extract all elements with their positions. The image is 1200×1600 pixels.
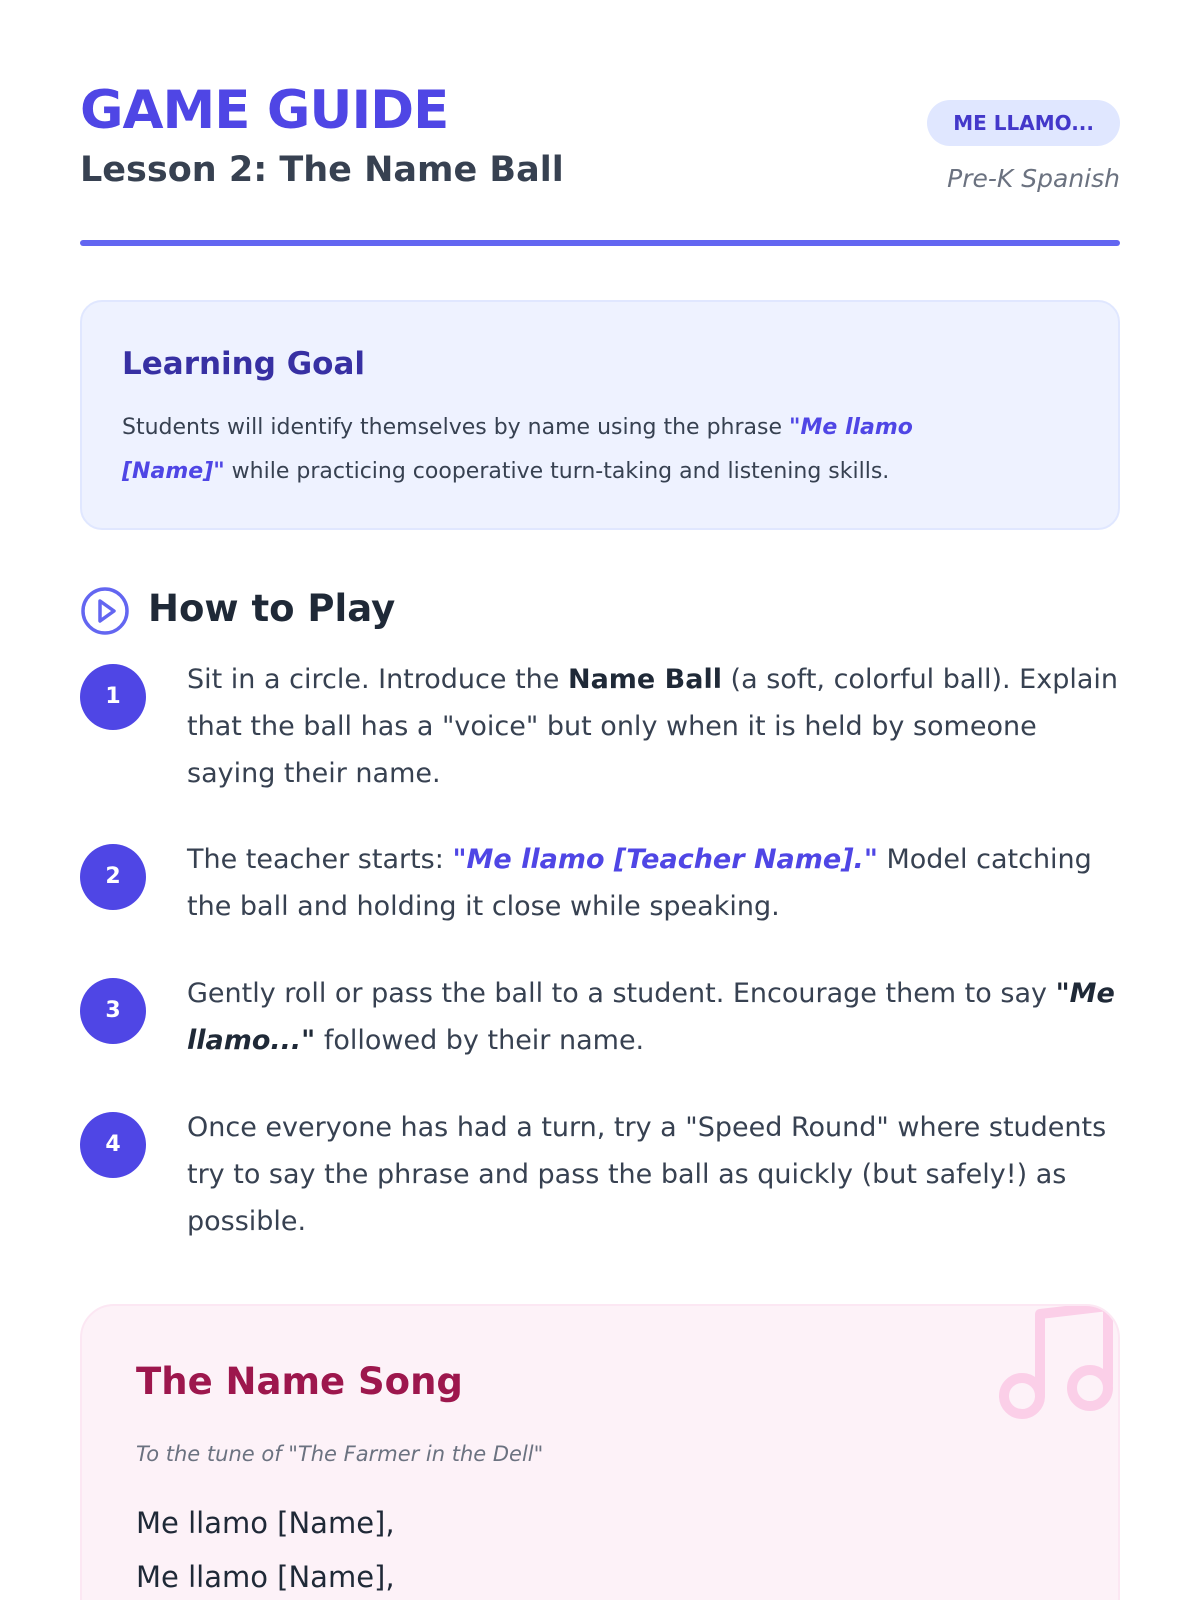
- goal-text-end: while practicing cooperative turn-taking and listening skills.: [224, 459, 890, 484]
- grade-label: Pre-K Spanish: [947, 164, 1120, 193]
- phrase-badge: ME LLAMO...: [927, 100, 1120, 146]
- page-header: [80, 78, 1120, 248]
- page-title: GAME GUIDE: [80, 80, 449, 141]
- how-to-play-title: How to Play: [148, 587, 396, 630]
- step-text-start: Sit in a circle. Introduce the: [187, 664, 568, 695]
- learning-goal-title: Learning Goal: [122, 346, 366, 382]
- play-circle-icon: [80, 586, 130, 636]
- step-text-end: (a soft, colorful ball). Explain that the ball has a "voice" but only when it is held by someone saying their name.: [187, 664, 1118, 789]
- step-text: [187, 970, 1127, 1064]
- step-number: 2: [80, 844, 146, 910]
- learning-goal-text: [122, 406, 982, 494]
- step-text: [187, 836, 1127, 930]
- song-line: Me llamo [Name],: [136, 1560, 395, 1594]
- learning-goal-box: [80, 300, 1120, 530]
- song-line: Me llamo [Name],: [136, 1506, 395, 1540]
- step-text-start: Gently roll or pass the ball to a student. Encourage them to say: [187, 978, 1056, 1009]
- name-song-box: [80, 1304, 1120, 1600]
- step-text-end: followed by their name.: [315, 1025, 645, 1056]
- step-text: [187, 656, 1127, 797]
- step-number: 1: [80, 664, 146, 730]
- music-note-icon: [982, 1304, 1120, 1430]
- step-phrase: "Me llamo...": [187, 978, 1115, 1056]
- step-phrase: "Me llamo [Teacher Name].": [452, 844, 878, 875]
- step-bold-term: Name Ball: [567, 664, 722, 695]
- song-tune-note: To the tune of "The Farmer in the Dell": [136, 1442, 544, 1466]
- step-text: Once everyone has had a turn, try a "Speed Round" where students try to say the phrase and pass the ball as quickly (but safely!) as possible.: [187, 1112, 1107, 1237]
- how-to-play-heading: [80, 583, 680, 639]
- step-text-end: Model catching the ball and holding it close while speaking.: [187, 844, 1092, 922]
- step-number: 3: [80, 978, 146, 1044]
- game-guide-page: [80, 0, 1120, 1600]
- goal-text-start: Students will identify themselves by name using the phrase: [122, 415, 790, 440]
- header-divider: [80, 240, 1120, 246]
- step-text-start: The teacher starts:: [187, 844, 453, 875]
- step-number: 4: [80, 1112, 146, 1178]
- goal-phrase: "Me llamo [Name]": [122, 415, 913, 484]
- lesson-subtitle: Lesson 2: The Name Ball: [80, 150, 564, 190]
- song-title: The Name Song: [136, 1360, 463, 1403]
- song-lyrics: [136, 1496, 395, 1600]
